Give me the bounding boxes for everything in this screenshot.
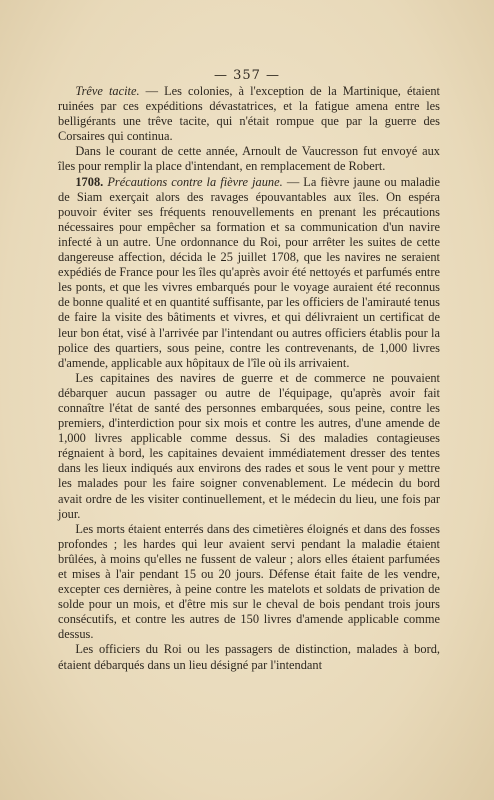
page-number: — 357 — bbox=[213, 68, 281, 83]
paragraph-1708-fievre-jaune bbox=[58, 175, 440, 371]
paragraph-morts bbox=[58, 522, 440, 643]
paragraph-text: — La fièvre jaune ou maladie de Siam exerçait alors des ravages épouvantables aux îles. On espéra pouvoir éviter ses fréquents renouvellements en prenant les précautions nécessaires pour empêcher sa formation et sa communication d'un navire infecté à un autre. Une ordonnance du Roi, pour arrêter les suites de cette dangereuse affection, décida le 25 juillet 1708, que les navires ne seraient expédiés de France pour les îles qu'après avoir été nettoyés et parfumés entre les ponts, et que les vivres embarqués pour le voyage auraient été reconnus de bonne qualité et en quantité suffisante, par les officiers de l'amirauté tenus de faire la visite des bâtiments et vivres, et qui délivraient un certificat de leur bon état, visé à l'arrivée par l'intendant ou autres officiers établis pour la police des quartiers, sous peine, contre les contrevenants, de 1,000 livres d'amende, applicable aux hôpitaux de l'île où ils arrivaient. bbox=[58, 174, 440, 370]
paragraph-officiers bbox=[58, 642, 440, 672]
paragraph-text: Les capitaines des navires de guerre et de commerce ne pouvaient débarquer aucun passager ou autre de l'équipage, qu'après avoir fait connaître l'état de santé des personnes embarquées, sous peine, contre les premiers, d'interdiction pour six mois et contre les autres, d'une amende de 1,000 livres applicable comme dessus. Si des maladies contagieuses régnaient à bord, les capitaines devaient immédiatement dresser des tentes dans les lieux indiqués aux environs des rades et sous le vent pour y mettre les malades pour les faire soigner convenablement. Le médecin du bord avait ordre de les visiter continuellement, et le médecin du lieu, une fois par jour. bbox=[58, 370, 440, 521]
body-text bbox=[58, 84, 440, 673]
paragraph-heading: Trêve tacite. bbox=[75, 84, 140, 98]
paragraph-text: Les officiers du Roi ou les passagers de distinction, malades à bord, étaient débarqués dans un lieu désigné par l'intendant bbox=[58, 642, 440, 672]
paragraph-year: 1708. bbox=[75, 174, 104, 189]
paragraph-treve-tacite bbox=[58, 84, 440, 144]
paragraph-text: Les morts étaient enterrés dans des cimetières éloignés et dans des fosses profondes ; les hardes qui leur avaient servi pendant la maladie étaient brûlées, à moins qu'elles ne fussent de valeur ; alors elles étaient parfumées et mises à l'air pendant 15 ou 20 jours. Défense était faite de les vendre, excepter ces dernières, à peine contre les matelots et soldats de privation de solde pour un mois, et d'être mis sur le cheval de bois pendant trois jours consécutifs, et contre les autres de 150 livres d'amende applicable comme dessus. bbox=[58, 521, 440, 642]
paragraph-heading: Précautions contre la fièvre jaune. bbox=[103, 174, 283, 189]
paragraph-capitaines bbox=[58, 371, 440, 522]
paragraph-text: Dans le courant de cette année, Arnoult de Vaucresson fut envoyé aux îles pour remplir la place d'intendant, en remplacement de Robert. bbox=[58, 144, 440, 174]
paragraph-vaucresson bbox=[58, 144, 440, 174]
paragraph-text: — Les colonies, à l'exception de la Martinique, étaient ruinées par ces expéditions dévastatrices, et la fatigue amena entre les belligérants une trêve tacite, qui n'était rompue que par la guerre des Corsaires qui continua. bbox=[58, 84, 440, 144]
